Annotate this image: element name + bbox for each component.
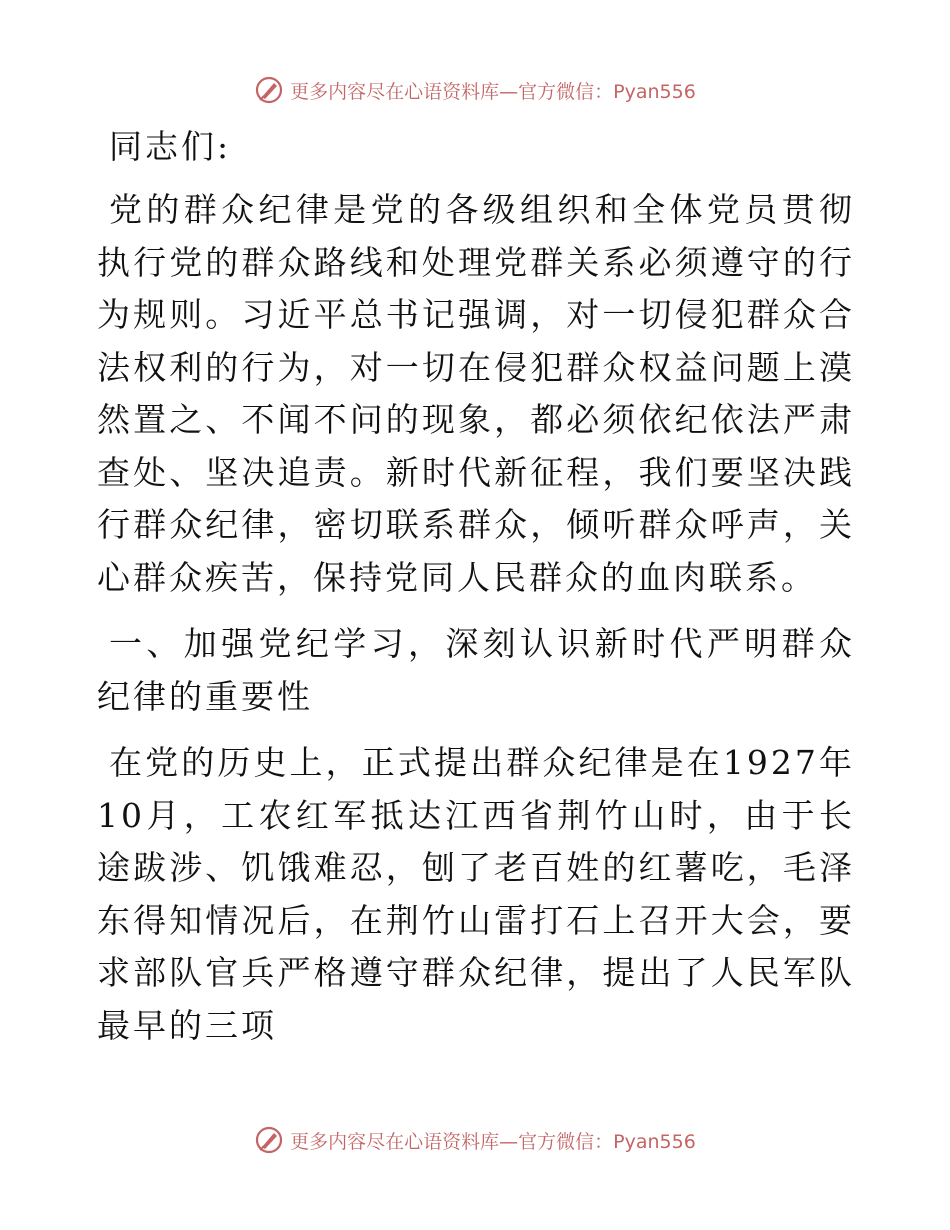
- footer-watermark: [0, 1120, 950, 1160]
- section-heading: 一、加强党纪学习，深刻认识新时代严明群众纪律的重要性: [97, 624, 855, 716]
- quill-logo-icon: [254, 1125, 284, 1155]
- paragraph: 在党的历史上，正式提出群众纪律是在1927年10月，工农红军抵达江西省荆竹山时，由于长途跋涉、饥饿难忍，刨了老百姓的红薯吃，毛泽东得知情况后，在荆竹山雷打石上召开大会，要求部队官兵严格遵守群众纪律，提出了人民军队最早的三项: [97, 743, 855, 1045]
- document-body: [97, 118, 855, 1052]
- salutation: 同志们:: [109, 127, 232, 166]
- header-watermark: [0, 70, 950, 110]
- watermark-text: 更多内容尽在心语资料库—官方微信：Pyan556: [290, 1130, 696, 1153]
- quill-logo-icon: [254, 75, 284, 105]
- paragraph: 党的群众纪律是党的各级组织和全体党员贯彻执行党的群众路线和处理党群关系必须遵守的行为规则。习近平总书记强调，对一切侵犯群众合法权利的行为，对一切在侵犯群众权益问题上漠然置之、不闻不问的现象，都必须依纪依法严肃查处、坚决追责。新时代新征程，我们要坚决践行群众纪律，密切联系群众，倾听群众呼声，关心群众疾苦，保持党同人民群众的血肉联系。: [97, 190, 855, 597]
- watermark-text: 更多内容尽在心语资料库—官方微信：Pyan556: [290, 80, 696, 103]
